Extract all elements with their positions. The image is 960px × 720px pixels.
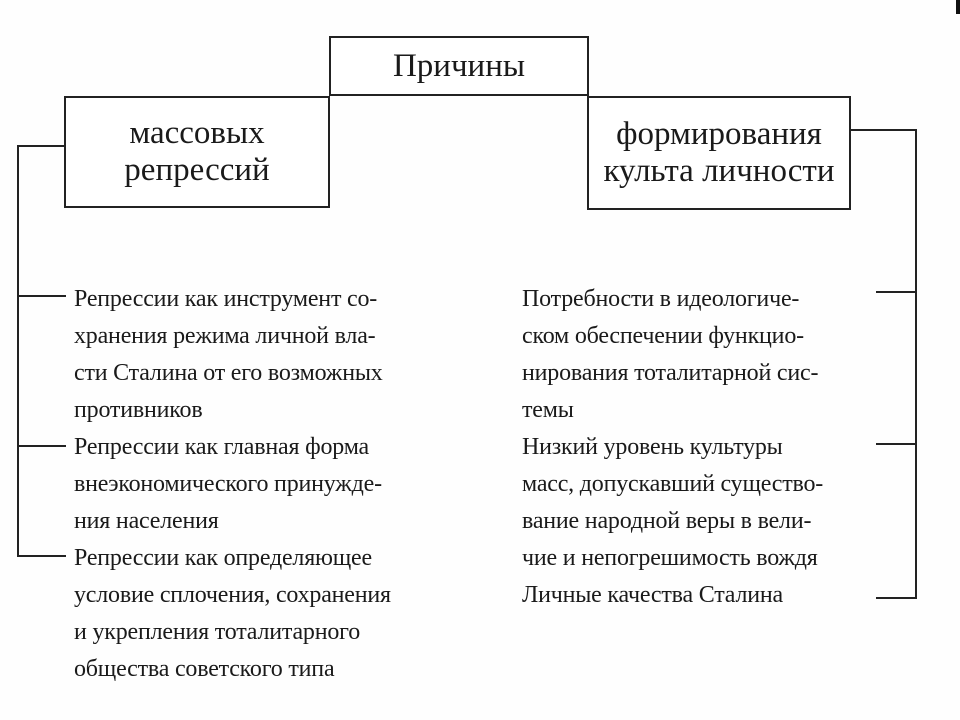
left-item-1-line: противников [74,397,203,423]
right-bracket-line [851,130,916,598]
right-item-2-line: Низкий уровень культуры [522,434,783,460]
right-item-3-line: Личные качества Сталина [522,582,783,608]
right-item-1-line: Потребности в идеологиче- [522,286,800,312]
left-item-2-line: внеэкономического принужде- [74,471,382,497]
left-item-3-line: общества советского типа [74,656,335,682]
root-label: Причины [392,47,526,84]
right-header-label [603,116,834,190]
root-box-causes [329,36,589,96]
right-item-1-line: темы [522,397,574,423]
right-item-2-line: масс, допускавший существо- [522,471,824,497]
left-bracket-line [18,146,66,556]
left-item-2 [74,429,382,540]
left-item-3-line: условие сплочения, сохранения [74,582,391,608]
scan-edge-mark [956,0,960,14]
left-header-line-2: репрессий [124,152,270,188]
left-item-2-line: ния населения [74,508,219,534]
right-item-3 [522,577,783,614]
left-header-label [124,115,269,189]
header-box-mass-repressions [64,96,330,208]
right-item-1-line: нирования тоталитарной сис- [522,360,819,386]
left-item-3-line: Репрессии как определяющее [74,545,372,571]
right-item-2 [522,429,823,577]
left-item-3-line: и укрепления тоталитарного [74,619,360,645]
right-item-1-line: ском обеспечении функцио- [522,323,804,349]
left-item-1-line: хранения режима личной вла- [74,323,376,349]
right-item-2-line: чие и непогрешимость вождя [522,545,818,571]
right-header-line-1: формирования [616,116,822,153]
left-item-2-line: Репрессии как главная форма [74,434,369,460]
right-item-2-line: вание народной веры в вели- [522,508,812,534]
left-header-line-1: массовых [129,115,265,152]
left-item-1 [74,281,383,429]
left-item-1-line: сти Сталина от его возможных [74,360,383,386]
right-header-line-2: культа личности [603,153,835,189]
header-box-personality-cult [587,96,851,210]
left-item-1-line: Репрессии как инструмент со- [74,286,378,312]
right-item-1 [522,281,818,429]
left-item-3 [74,540,391,688]
